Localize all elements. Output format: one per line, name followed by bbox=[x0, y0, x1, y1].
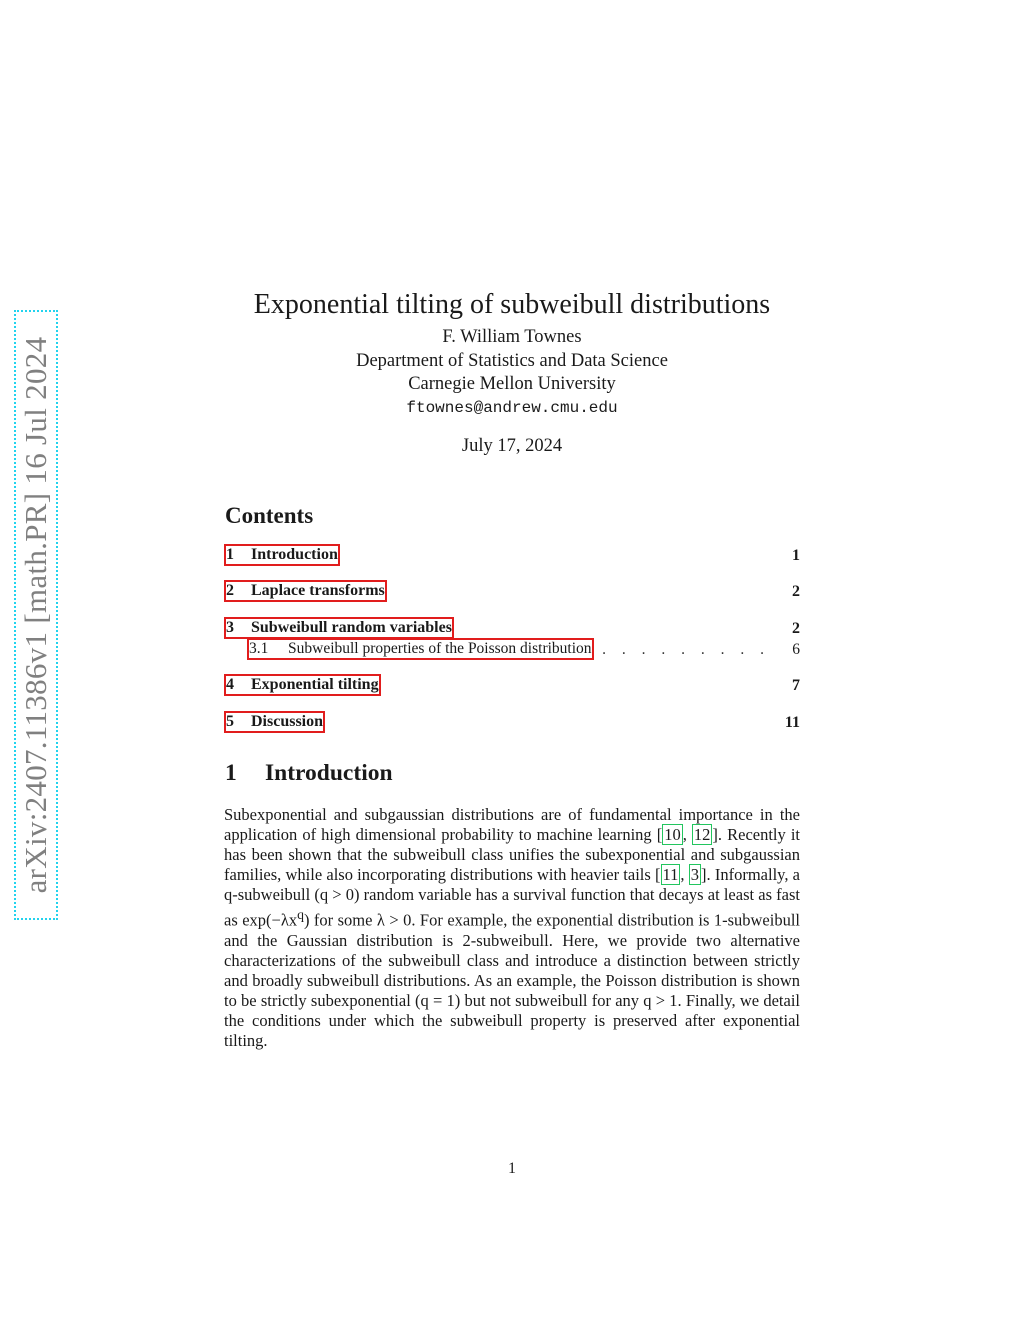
toc-link-introduction[interactable] bbox=[224, 544, 340, 566]
toc-page: 2 bbox=[792, 583, 800, 600]
introduction-paragraph: Subexponential and subgaussian distributions are of fundamental importance in the application of high dimensional probability to machine learning [ 10 , 12 ]. Recently it has been shown that the subweibull class unifies the subexponential and subgaussian families, while also incorporating distributions with heavier tails [ 11 , 3 ]. Informally, a q-subweibull (q > 0) random variable has a survival function that decays at least as fast as $\exp(-\lambda x^q)$ for some λ > 0. For example, the exponential distribution is 1-subweibull and the Gaussian distribution is 2-subweibull. Here, we provide two alternative characterizations of the subweibull class and introduce a distinction between strictly and broadly subweibull distributions. As an example, the Poisson distribution is shown to be strictly subexponential (q = 1) but not subweibull for any q > 1. Finally, we detail the conditions under which the subweibull property is preserved after exponential tilting. bbox=[224, 805, 801, 1050]
toc-link-exponential-tilting[interactable] bbox=[224, 674, 381, 696]
toc-link-discussion[interactable] bbox=[224, 711, 325, 733]
toc-entry-subweibull-random-variables bbox=[224, 619, 800, 639]
toc-link-subweibull-random-variables[interactable] bbox=[224, 617, 454, 639]
citation-link[interactable]: 3 bbox=[690, 865, 700, 884]
toc-number: 5 bbox=[226, 713, 234, 730]
toc-title: Subweibull random variables bbox=[251, 619, 452, 636]
toc-page: 2 bbox=[792, 620, 800, 637]
author-block bbox=[0, 326, 1024, 420]
author-email[interactable]: ftownes@andrew.cmu.edu bbox=[406, 398, 618, 417]
contents-heading: Contents bbox=[225, 503, 314, 528]
paragraph-text: . Recently it has been shown that the subweibull class unifies the subexponential and subgaussian families, while also incorporating distributions with heavier tails bbox=[224, 825, 800, 884]
toc-number: 3 bbox=[226, 619, 234, 636]
section-title: Introduction bbox=[265, 760, 393, 786]
toc-number: 3.1 bbox=[249, 640, 269, 657]
section-number: 1 bbox=[225, 760, 237, 786]
toc-title: Discussion bbox=[251, 713, 324, 730]
toc-entry-poisson-properties bbox=[224, 640, 800, 660]
paragraph-text: Subexponential and subgaussian distributions are of fundamental importance in the application of high dimensional probability to machine learning bbox=[224, 805, 800, 844]
citation-link[interactable]: 11 bbox=[662, 865, 679, 884]
toc-number: 4 bbox=[226, 676, 234, 693]
toc-title: Laplace transforms bbox=[251, 582, 385, 599]
toc-entry-laplace-transforms bbox=[224, 582, 800, 602]
arxiv-identifier[interactable]: arXiv:2407.11386v1 [math.PR] 16 Jul 2024 bbox=[18, 336, 53, 894]
toc-entry-exponential-tilting bbox=[224, 676, 800, 696]
toc-page: 11 bbox=[784, 714, 800, 731]
paper-title: Exponential tilting of subweibull distributions bbox=[253, 288, 771, 320]
author-name: F. William Townes bbox=[442, 327, 582, 347]
toc-title: Exponential tilting bbox=[251, 676, 379, 693]
superscript-q: q bbox=[297, 907, 304, 922]
author-university: Carnegie Mellon University bbox=[408, 374, 616, 394]
toc-title: Subweibull properties of the Poisson distribution bbox=[288, 640, 592, 657]
toc-number: 2 bbox=[226, 582, 234, 599]
toc-title: Introduction bbox=[251, 546, 338, 563]
citation-link[interactable]: 12 bbox=[693, 825, 711, 844]
toc-link-poisson-properties[interactable] bbox=[247, 638, 594, 660]
toc-page: 1 bbox=[792, 547, 800, 564]
paragraph-text: ) for some λ > 0. For example, the exponential distribution is 1-subweibull and the Gaussian distribution is 2-subweibull. Here, we provide two alternative characterizations of the subweibull class and introduce a distinction between strictly and broadly subweibull distributions. As an example, the Poisson distribution is shown to be strictly subexponential (q = 1) but not subweibull for any q > 1. Finally, we detail the conditions under which the subweibull property is preserved after exponential tilting. bbox=[224, 910, 800, 1050]
citation-link[interactable]: 10 bbox=[664, 825, 681, 844]
toc-entry-introduction bbox=[224, 546, 800, 566]
toc-page: 7 bbox=[792, 677, 800, 694]
page-number: 1 bbox=[508, 1160, 516, 1177]
author-department: Department of Statistics and Data Science bbox=[356, 350, 668, 371]
toc-page: 6 bbox=[792, 641, 800, 658]
paragraph-text: . Informally, a q-subweibull (q > 0) random variable has a survival function that decays at least as fast as exp(−λx bbox=[224, 865, 801, 930]
paper-date: July 17, 2024 bbox=[461, 436, 563, 456]
toc-number: 1 bbox=[226, 546, 234, 563]
toc-leader-dots: . . . . . . . . . bbox=[602, 641, 770, 658]
toc-entry-discussion bbox=[224, 713, 800, 733]
toc-link-laplace-transforms[interactable] bbox=[224, 580, 387, 602]
section-heading-introduction bbox=[225, 760, 393, 787]
